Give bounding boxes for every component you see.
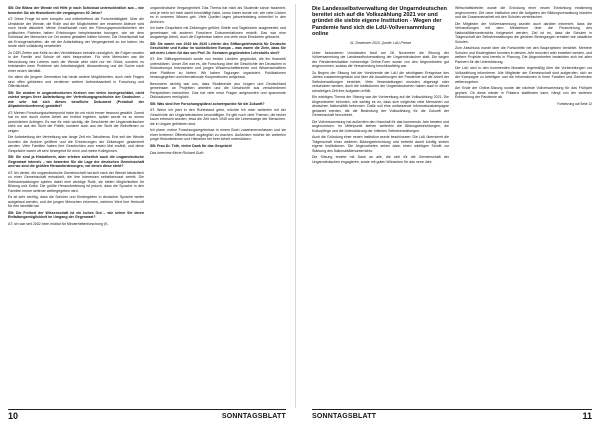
- paragraph: Es ist sehr wichtig, dass die Schulen und Kindergärten in deutscher Sprache weiter ausgebaut werden, und die jungen Menschen erkennen, welchen Wert ihre Herkunft für ihre Identität hat.: [8, 195, 144, 208]
- paragraph: Unter besonderen Umständen fand am 28. November die Sitzung der Vollversammlung der Landesselbstverwaltung der Ungarndeutschen statt. Die wegen der Pandemiesituation notwendige Online-Form wurde von den Abgeordneten gut angenommen, sodass die Versammlung beschlussfähig war.: [312, 50, 449, 69]
- paragraph: AT: Meinen Forschungsschwerpunkt habe ich mir nicht immer bewusst gewählt. Zuerst hat es sich durch meine Arbeit am Institut ergeben, später wurde es zu einem persönlichen Anliegen. Es war für mich wichtig, die Geschichte der Ungarndeutschen nicht nur aus der Sicht der Politik, sondern auch aus der Sicht der Betroffenen zu zeigen.: [8, 110, 144, 133]
- paragraph: AT: Ich war seit 2002 beim Institut für Minderheitenforschung (K-: [8, 221, 109, 226]
- paragraph: AT: Wenn ich jetzt in den Ruhestand gehe, möchte ich mich weiterhin mit der Geschichte der Ungarndeutschen beschäftigen. Es gibt noch viele Themen, die bisher kaum erforscht wurden, etwa die Zeit nach 1945 und die Lebenswege der Menschen, die in Ungarn geblieben sind.: [150, 108, 286, 126]
- left-column-1: [8, 6, 144, 408]
- paragraph: Zu Beginn der Sitzung hat der Vorsitzende der LdU die wichtigsten Ereignisse des Jahres zusammengefasst und über die Auswirkungen der Pandemie auf die Arbeit der Selbstverwaltungen berichtet. Viele Veranstaltungen mussten abgesagt oder verschoben werden, doch die Institutionen der Ungarndeutschen haben auch in dieser schwierigen Zeit ihre Aufgaben erfüllt.: [312, 70, 449, 93]
- interview-question: SB: Was sind Ihre Forschungspläne/-schwerpunkte für die Zukunft?: [150, 101, 265, 106]
- paragraph: Ich plane, meine Forschungsergebnisse in einem Buch zusammenzufassen und sie einer breiteren Öffentlichkeit zugänglich zu machen. Außerdem möchte ich weiterhin junge Historikerinnen und Historiker bei ihrer Arbeit unterstützen.: [150, 128, 286, 141]
- interview-question: SB: Frau Dr. Tóth, vielen Dank für das Gespräch!: [150, 143, 233, 148]
- right-page: [306, 0, 600, 424]
- interview-question: SB: Sie waren von 2015 bis 2020 Leiterin des Stiftungslehrstuhls für Deutsche Geschichte und Kultur im südöstlichen Europa – was waren die Ziele, dass Sie mit mehr Leben für das von Prof. Dr. Seewann gegründeten Lehrstuhls sind?: [150, 41, 286, 55]
- interview-question: SB: Sie wurden in ungarndeutschen Kreisen von vielen hochgeschätzt, nicht zuletzt wegen Ihrer Aufarbeitung der Vertreibungsgeschichte der Deutschen – wie sehr hat sich dieses berufliche Dokument (Protokoll der Altparteienkonferenz) gestaltet?: [8, 90, 144, 108]
- paragraph: Die LdU wird in den kommenden Monaten regelmäßig über die Vorbereitungen zur Volkszählung informieren. Alle Mitglieder der Gemeinschaft sind aufgerufen, sich an der Kampagne zu beteiligen und die Informationen in ihren Familien und Gemeinden weiterzugeben.: [455, 66, 592, 84]
- paragraph: AT: Diese Frage ist sehr komplex und mitbetreffend die Forschertätigkeit. Über die Umstände der Wende, die Rolle und die Möglichkeiten der einzelnen Akteure wird noch heute diskutiert. Meine Gesellschaft noch die Führungspersönlichkeiten der politischen Parteien haben Erfahrungen beispielsweise bezogen, wie wir dem Schicksal der Menschen vor Ort anders gestalten hätten können. Die Gesellschaft hat die Errungenschaften, die mit der Aufarbeitung der Vergangenheit zu tun haben, bis heute nicht vollständig verarbeitet.: [8, 17, 144, 48]
- paragraph: Vor allem die jüngere Generation hat heute andere Möglichkeiten, doch viele Fragen sind offen geblieben und verdienen weitere Aufmerksamkeit in Forschung und Öffentlichkeit.: [8, 75, 144, 88]
- right-column-1-body: [312, 51, 449, 165]
- right-page-columns: [312, 6, 592, 408]
- paper-name-right: SONNTAGSBLATT: [312, 412, 377, 420]
- right-page-footer: [312, 409, 592, 422]
- interview-signoff: Das Interview führte Richard Guth: [150, 151, 204, 155]
- continuation-note: Fortsetzung auf Seite 12: [557, 101, 592, 106]
- paragraph: Besonders wichtig war uns, dass Studierende aus Ungarn und Deutschland gemeinsam an Projekten arbeiten und die Geschichte aus verschiedenen Perspektiven betrachten. Das hat viele neue Fragen aufgeworfen und spannende Diskussionen ermöglicht.: [150, 81, 286, 99]
- left-page-footer: [8, 409, 286, 422]
- page-number-right: 11: [582, 411, 592, 421]
- paragraph: Ein wichtiges Thema der Sitzung war die Vorbereitung auf die Volkszählung 2021. Die Abgeordneten betonten, wie wichtig es ist, dass sich möglichst viele Menschen zur deutschen Nationalität bekennen. Dafür soll eine umfassende Informationskampagne gestartet werden, die die Bedeutung der Volkszählung für die Zukunft der Gemeinschaft hervorhebt.: [312, 95, 449, 118]
- right-column-1: [312, 6, 449, 408]
- paragraph: Ich habe Gespräche mit Zeitzeugen geführt, Briefe und Tagebücher ausgewertet, und gemeinsam mit anderen Forschern Dokumentationen erstellt. Das war eine langwierige Arbeit, doch die Ergebnisse haben uns viele neue Einsichten gebracht.: [150, 26, 286, 39]
- paragraph: Zum Abschluss wurde über die Fortschritte bei den Bauprojekten berichtet. Mehrere Schulen und Kindergärten konnten in diesem Jahr renoviert oder erweitert werden, und weitere Projekte sind bereits in Planung. Die Abgeordneten bedankten sich bei allen Partnern für die Unterstützung.: [455, 46, 592, 64]
- right-column-2-body: [455, 6, 592, 100]
- paragraph: Zu DDR-Zeiten war Kritik an den Verhältnissen beinahe unmöglich, die Folgen wurden in der Familie und Schule oft nicht besprochen. Für viele Menschen war die Neuordnung des Lebens nach der Wende aber nicht nur ein Glück, sondern es entstanden neue Probleme wie Arbeitslosigkeit, Abwanderung und die Suche nach einer neuen Identität.: [8, 50, 144, 73]
- left-page: [0, 0, 292, 424]
- paragraph: AT: Der Stiftungslehrstuhl wurde von beiden Ländern gegründet, die ihn finanziell unterstützen. Unser Ziel war es, die Forschung über die Geschichte der Deutschen in Südosteuropa fortzusetzen und jungen Wissenschaftlerinnen und Wissenschaftlern eine Plattform zu bieten. Wir haben Tagungen organisiert, Publikationen herausgegeben und internationale Kooperationen aufgebaut.: [150, 57, 286, 79]
- interview-question: SB: Die Freiheit der Wissenschaft ist ein hohes Gut – wie sehen Sie deren Entfaltungsmöglichkeit im Umgang der Gegenwart?: [8, 210, 144, 219]
- paragraph: Am Ende der Online-Sitzung wurde die nächste Vollversammlung für das Frühjahr geplant. Ob diese wieder in Präsenz stattfinden kann, hängt von der weiteren Entwicklung der Pandemie ab.: [455, 86, 592, 99]
- left-page-columns: [8, 6, 286, 408]
- paper-name-left: SONNTAGSBLATT: [221, 412, 286, 420]
- paragraph: Auch die Gründung einer neuen Institution wurde beschlossen: Die LdU übernimmt die Trägerschaft einer weiteren Bildungseinrichtung und betreibt damit künftig sieben eigene Institutionen. Die Abgeordneten sehen darin einen wichtigen Schritt zur Stärkung des Nationalitätenunterrichts.: [312, 135, 449, 153]
- left-column-2: [150, 6, 286, 408]
- paragraph: AT: Ich denke, die ungarndeutsche Gemeinschaft hat sich nach der Wende tatsächlich zu einer Gemeinschaft entwickelt, die ihre Interessen selbstbewusst vertritt. Die Selbstverwaltungen spielen dabei eine wichtige Rolle, sie bieten Möglichkeiten für Bildung und Kultur. Die größte Herausforderung ist jedoch, dass die Sprache in den Familien immer seltener weitergegeben wird.: [8, 170, 144, 193]
- interview-question: SB: Die Bilanz der Wende mit Hilfe je nach Schicksal unterschiedlich aus – wie bewertet Sie als Historikerin die vergangenen 30 Jahre?: [8, 6, 144, 15]
- paragraph: Die Aufarbeitung der Vertreibung war lange Zeit ein Tabuthema. Erst seit der Wende konnten die Archive geöffnet und die Erinnerungen der Zeitzeugen gesammelt werden. Viele Familien haben ihre Geschichten zum ersten Mal erzählt, und diese Gespräche waren oft sehr bewegend für mich und meine Kolleginnen.: [8, 135, 144, 153]
- right-column-2: [455, 6, 592, 408]
- page-gutter: [295, 4, 296, 408]
- paragraph: Wirtschaftsbetrieb wurde die Gründung einer neuen Einrichtung einstimmig angenommen. Die neue Institution wird die Aufgaben der Bildungsverwaltung bündeln und die Zusammenarbeit mit den Schulen vereinfachen.: [455, 6, 592, 19]
- interview-question: SB: Sie sind ja Historikerin, aber erleben sicherlich auch die ungarndeutsche Gegenwart intensiv – wie bewerten Sie die Lage der deutschen Gemeinschaft und wo sind die größten Herausforderungen, vor denen diese steht?: [8, 155, 144, 168]
- paragraph: Die Vollversammlung hat außerdem den Haushalt für das kommende Jahr beraten und angenommen. Im Mittelpunkt stehen weiterhin die Bildungseinrichtungen, die Kulturpflege und die Unterstützung der örtlichen Selbstverwaltungen.: [312, 119, 449, 133]
- paragraph: Die Mitglieder der Vollversammlung wurden auch darüber informiert, dass die Verhandlungen mit dem Ministerium über die Finanzierung des Nationalitätenunterrichts fortgesetzt werden. Ziel ist es, dass die Schulen in Trägerschaft der Selbstverwaltungen die gleichen Bedingungen erhalten wie staatliche Schulen.: [455, 21, 592, 44]
- paragraph: ungarndeutsche Vergangenheit. Das Thema hat mich als Studentin schon fasziniert, und je mehr ich mich damit beschäftigt habe, umso klarer wurde mir, wie viele Lücken es in unserem Wissen gab. Viele Quellen lagen jahrzehntelang unberührt in den Archiven.: [150, 6, 286, 24]
- article-headline: Die Landesselbstverwaltung der Ungarndeutschen bereitet sich auf die Volkszählung 2021 vor und gründet die siebte eigene Institution - Wegen der Pandemie fand sich die LdU-Vollversammlung online: [312, 6, 447, 37]
- paragraph: Die Sitzung endete mit Dank an alle, die sich für die Gemeinschaft der Ungarndeutschen engagieren, sowie mit guten Wünschen für das neue Jahr.: [312, 155, 449, 164]
- page-number-left: 10: [8, 411, 19, 421]
- article-dateline: 31. Dezember 2020, Quelle: LdU-Presse: [349, 41, 412, 46]
